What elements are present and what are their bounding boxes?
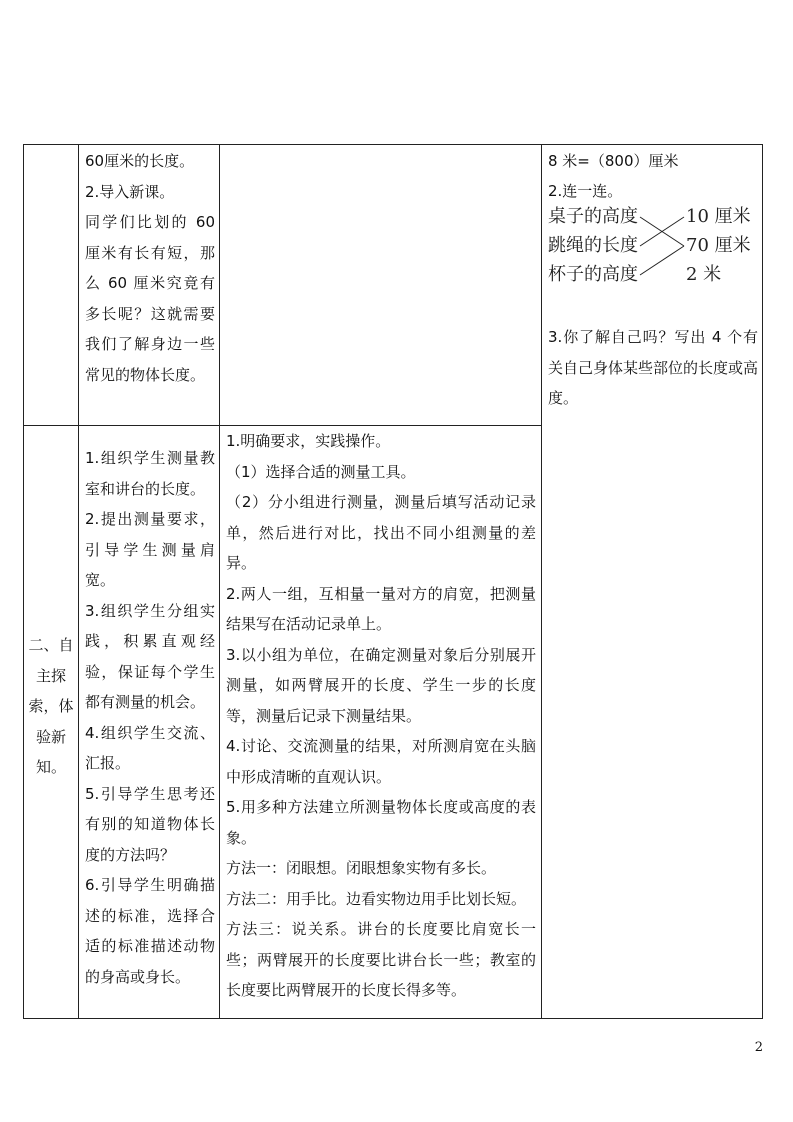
row2-col3-line-5: 3.以小组为单位，在确定测量对象后分别展开测量，如两臂展开的长度、学生一步的长度等，测量后记录下测量结果。 (226, 645, 536, 725)
row2-col2-line-4: 4.组织学生交流、汇报。 (85, 723, 215, 772)
match-left-1: 桌子的高度 (548, 206, 638, 227)
exercise-conversion: 8 米=（800）厘米 (548, 152, 679, 170)
row2-col3-line-9: 方法二：用手比。边看实物边用手比划长短。 (226, 889, 527, 908)
match-right-3: 2 米 (686, 264, 722, 285)
col-divider-2 (219, 144, 220, 1019)
row2-student-activity (226, 426, 536, 1006)
row2-col2-line-3: 3.组织学生分组实践，积累直观经验，保证每个学生都有测量的机会。 (85, 601, 215, 711)
row1-col2-line-2: 2.导入新课。 (85, 182, 175, 201)
match-right-2: 70 厘米 (686, 235, 751, 256)
row1-col2-line-3: 同学们比划的 60 厘米有长有短，那么 60 厘米究竟有多长呢？这就需要我们了解身边一些常见的物体长度。 (85, 213, 215, 384)
match-left-2: 跳绳的长度 (548, 235, 638, 256)
match-line-3 (640, 246, 684, 275)
row2-col2-line-5: 5.引导学生思考还有别的知道物体长度的方法吗？ (85, 784, 215, 864)
row2-col2-line-2: 2.提出测量要求，引导学生测量肩宽。 (85, 510, 215, 589)
match-left-3: 杯子的高度 (548, 264, 638, 285)
row1-col2-line-1: 60厘米的长度。 (85, 152, 195, 170)
col-divider-3 (541, 144, 542, 1019)
row2-col2-line-6: 6.引导学生明确描述的标准，选择合适的标准描述动物的身高或身长。 (85, 876, 215, 986)
row2-teacher-activity (85, 443, 215, 992)
row2-col2-line-1: 1.组织学生测量教室和讲台的长度。 (85, 449, 215, 498)
section-title: 二、自主探索，体验新知。 (28, 636, 74, 776)
col-divider-1 (78, 144, 79, 1019)
row2-col3-line-10: 方法三：说关系。讲台的长度要比肩宽长一些；两臂展开的长度要比讲台长一些；教室的长度要比两臂展开的长度长得多等。 (226, 920, 536, 999)
row1-teacher-activity (85, 146, 215, 390)
row2-col3-line-4: 2.两人一组，互相量一量对方的肩宽，把测量结果写在活动记录单上。 (226, 584, 536, 633)
match-right-1: 10 厘米 (686, 206, 751, 227)
exercise-match-title: 2.连一连。 (548, 182, 623, 200)
table-bottom-border (23, 1018, 763, 1019)
row2-col3-line-7: 5.用多种方法建立所测量物体长度或高度的表象。 (226, 798, 536, 847)
table-top-border (23, 144, 763, 145)
row2-col3-line-8: 方法一：闭眼想。闭眼想象实物有多长。 (226, 859, 497, 877)
table-right-border (762, 144, 763, 1019)
row2-col3-line-2: （1）选择合适的测量工具。 (226, 462, 416, 481)
row2-col3-line-3: （2）分小组进行测量，测量后填写活动记录单，然后进行对比，找出不同小组测量的差异。 (226, 493, 536, 572)
row2-col3-line-6: 4.讨论、交流测量的结果，对所测肩宽在头脑中形成清晰的直观认识。 (226, 737, 536, 786)
row2-col3-line-1: 1.明确要求，实践操作。 (226, 432, 391, 450)
exercise-self-measure: 3.你了解自己吗？写出 4 个有关自己身体某些部位的长度或高度。 (548, 328, 759, 407)
page-number: 2 (754, 1040, 763, 1055)
match-lines (548, 203, 758, 293)
matching-exercise (548, 203, 758, 293)
table-left-border (23, 144, 24, 1019)
